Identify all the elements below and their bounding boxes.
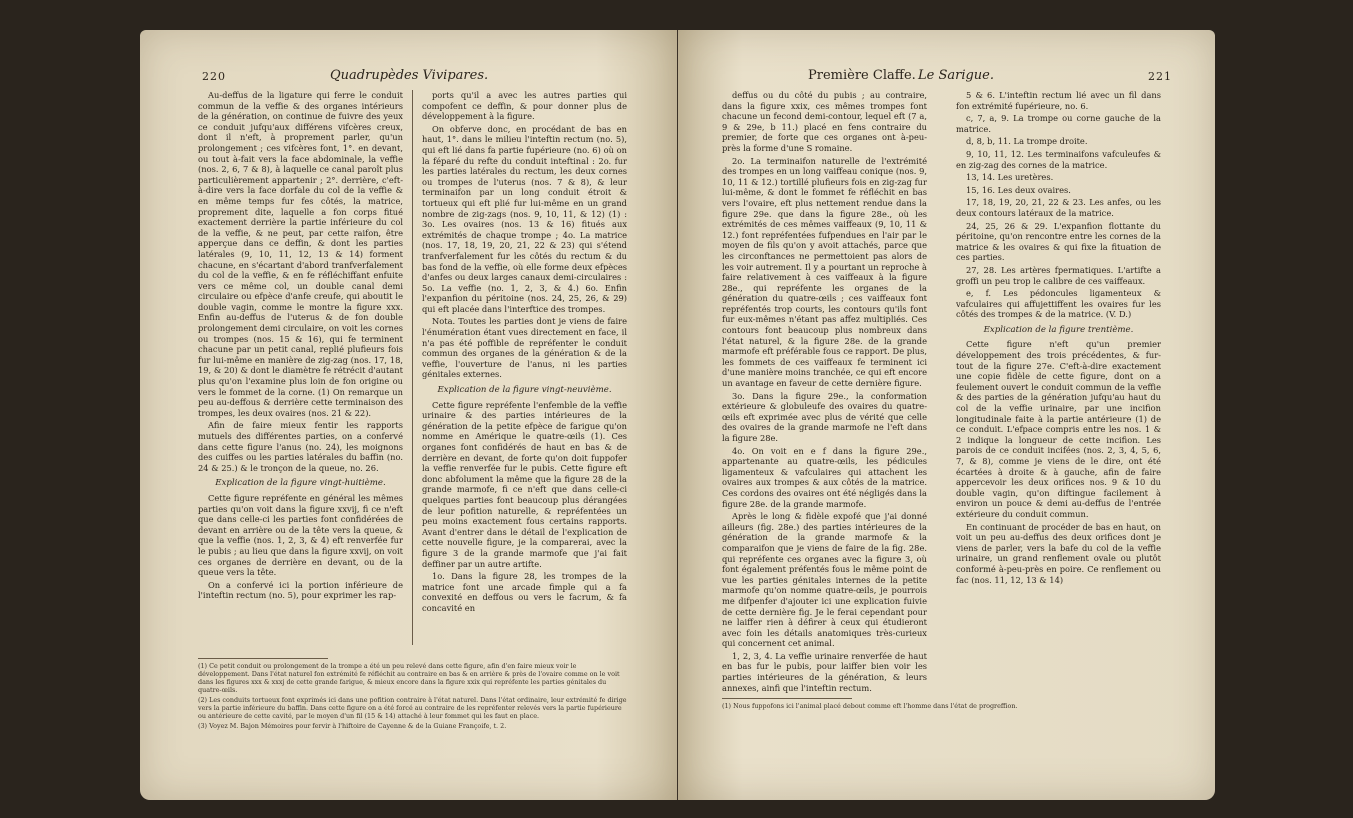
paragraph: 24, 25, 26 & 29. L'expanfion flottante du péritoine, qu'on rencontre entre les cornes de la matrice & les ovaires & qui fixe la fituation de ces parties. (956, 220, 1161, 263)
left-page (140, 30, 677, 800)
paragraph: Cette figure n'eft qu'un premier développement des trois précédentes, & fur-tout de la figure 27e. C'eft-à-dire exactement une copie fidèle de cette figure, dont on a feulement ouvert le conduit commun de la veffie & des parties de la génération jufqu'au haut du col de la veffie urinaire, par une incifion longitudinale faite à la partie antérieure (1) de ce conduit. L'efpace compris entre les nos. 1 & 2 indique la longueur de cette incifion. Les parois de ce conduit incifées (nos. 2, 3, 4, 5, 6, 7, & 8), comme je viens de le dire, ont été écartées à droite & à gauche, afin de faire appercevoir les deux orifices nos. 9 & 10 du double vagin, qu'on diftingue facilement à environ un pouce & demi au-deffus de l'entrée extérieure du conduit commun. (956, 339, 1161, 519)
paragraph: 5 & 6. L'inteftin rectum lié avec un fil dans fon extrémité fupérieure, no. 6. (956, 90, 1161, 111)
paragraph: 27, 28. Les artères fpermatiques. L'artifte a groffi un peu trop le calibre de ces vaiffeaux. (956, 264, 1161, 286)
paragraph: e, f. Les pédoncules ligamenteux & vafculaires qui affujettiffent les ovaires fur les côtés des trompes & de la matrice. (V. D.) (956, 288, 1161, 320)
page-number: 221 (1148, 70, 1172, 83)
paragraph: ports qu'il a avec les autres parties qui compofent ce deffin, & pour donner plus de développement à la figure. (422, 90, 627, 122)
paragraph: On a confervé ici la portion inférieure de l'inteftin rectum (no. 5), pour exprimer les rap- (198, 579, 403, 601)
paragraph: Afin de faire mieux fentir les rapports mutuels des différentes parties, on a confervé dans cette figure l'anus (no. 24), les moignons des cuiffes ou les parties latérales du baffin (no. 24 & 25.) & le tronçon de la queue, no. 26. (198, 420, 403, 473)
footnotes (198, 662, 628, 742)
paragraph: 3o. Dans la figure 29e., la conformation extérieure & globuleufe des ovaires du quatre-œils eft exprimée avec plus de vérité que celle des ovaires de la grande marmofe ne l'eft dans la figure 28e. (722, 390, 927, 443)
footnote-rule (722, 698, 852, 699)
paragraph: deffus ou du côté du pubis ; au contraire, dans la figure xxix, ces mêmes trompes font chacune un fecond demi-contour, lequel eft (7 a, 9 & 29e, b 11.) placé en fens contraire du premier, de forte que ces organes ont à-peu-près la forme d'une S romaine. (722, 90, 927, 153)
page-number: 220 (202, 70, 226, 83)
paragraph: 2o. La terminaifon naturelle de l'extrémité des trompes en un long vaiffeau conique (nos. 9, 10, 11 & 12.) tortillé plufieurs fois en zig-zag fur lui-même, & dont le fommet fe réfléchit en bas vers l'ovaire, eft plus nettement rendue dans la figure 29e. que dans la figure 28e., où les extrémités de ces mêmes vaiffeaux (9, 10, 11 & 12.) font repréfentées fufpendues en l'air par le moyen de fils qu'on y avoit attachés, parce que les circonftances ne permettoient pas alors de les voir autrement. Il y a pourtant un reproche à faire relativement à ces vaiffeaux à la figure 28e., qui repréfente les organes de la génération du quatre-œils ; ces vaiffeaux font repréfentés trop courts, les contours qu'ils font fur eux-mêmes n'étant pas affez multipliés. Ces contours font beaucoup plus nombreux dans l'état naturel, & la figure 28e. de la grande marmofe eft préférable fous ce rapport. De plus, les fommets de ces vaiffeaux fe terminent ici d'une manière moins tranchée, ce qui eft encore un avantage en faveur de cette dernière figure. (722, 155, 927, 389)
paragraph: Au-deffus de la ligature qui ferre le conduit commun de la veffie & des organes intérieurs de la génération, on continue de fuivre des yeux ce conduit jufqu'aux différens vifcères creux, dont il n'eft, à proprement parler, qu'un prolongement ; ces vifcères font, 1°. en devant, ou tout à-fait vers la face abdominale, la veffie (nos. 2, 6, 7 & 8), à laquelle ce canal paroît plus particulièrement appartenir ; 2°. derrière, c'eft-à-dire vers la face dorfale du col de la veffie & en même temps fur fes côtés, la matrice, proprement dite, laquelle a fon corps fitué exactement derrière la partie inférieure du col de la veffie, & ne peut, par cette raifon, être apperçue dans ce deffin, & dont les parties latérales (9, 10, 11, 12, 13 & 14) forment chacune, en s'écartant d'abord tranfverfalement du col de la veffie, & en fe réfléchiffant enfuite vers ce même col, un double canal demi circulaire ou efpèce d'anfe creufe, qui aboutit le double vagin, comme le montre la figure xxx. Enfin au-deffus de l'uterus & de fon double prolongement demi circulaire, on voit les cornes ou trompes (nos. 15 & 16), qui fe terminent chacune par un petit canal, replié plufieurs fois fur lui-même en manière de zig-zag (nos. 17, 18, 19, & 20) & dont le diamètre fe rétrécit d'autant plus qu'on l'examine plus loin de fon origine ou vers le fommet de la corne. (1) On remarque un peu au-deffous & derrière cette terminaison des trompes, les deux ovaires (nos. 21 & 22). (198, 90, 403, 418)
paragraph: En continuant de procéder de bas en haut, on voit un peu au-deffus des deux orifices dont je viens de parler, vers la bafe du col de la veffie urinaire, un grand renflement ovale ou plutôt conformé à-peu-près en poire. Ce renflement ou fac (nos. 11, 12, 13 & 14) (956, 521, 1161, 585)
right-page (678, 30, 1215, 800)
footnote: (2) Les conduits tortueux font exprimés ici dans une pofition contraire à l'état naturel. Dans l'état ordinaire, leur extrémité fe dirige vers la partie inférieure du baffin. Dans cette figure on a été forcé au contraire de les repréfenter relevés vers la partie fupérieure ou antérieure de cette cavité, par le moyen d'un fil (15 & 14) attaché à leur fommet qui les faut en place. (198, 696, 627, 720)
paragraph: c, 7, a, 9. La trompe ou corne gauche de la matrice. (956, 113, 1161, 134)
paragraph: 1, 2, 3, 4. La veffie urinaire renverfée de haut en bas fur le pubis, pour laiffer bien voir les parties intérieures de la génération, & leurs annexes, ainfi que l'inteftin rectum. (722, 650, 927, 693)
footnotes (722, 702, 1162, 732)
book-spread (140, 30, 1215, 800)
running-header: Quadrupèdes Vivipares. (330, 68, 489, 83)
text-column-right (422, 90, 627, 650)
paragraph: 13, 14. Les uretères. (966, 172, 1054, 183)
footnote: (1) Nous fuppofons ici l'animal placé debout comme eft l'homme dans l'état de progreffion. (722, 702, 1018, 710)
section-title: Explication de la figure trentième. (983, 324, 1134, 335)
text-column-left (722, 90, 927, 693)
paragraph: 9, 10, 11, 12. Les terminaifons vafculeufes & en zig-zag des cornes de la matrice. (956, 148, 1161, 170)
text-column-right (956, 90, 1161, 650)
column-divider (412, 90, 413, 645)
paragraph: 1o. Dans la figure 28, les trompes de la matrice font une arcade fimple qui a fa convexité en deffous ou vers le facrum, & fa concavité en (422, 571, 627, 613)
paragraph: d, 8, b, 11. La trompe droite. (966, 136, 1088, 147)
footnote-rule (198, 658, 328, 659)
section-title: Explication de la figure vingt-huitième. (215, 478, 386, 489)
paragraph: 4o. On voit en e f dans la figure 29e., appartenante au quatre-œils, les pédicules ligamenteux & vafculaires qui attachent les ovaires aux trompes & aux côtés de la matrice. Ces cordons des ovaires ont été négligés dans la figure 28e. de la grande marmofe. (722, 445, 927, 509)
section-title: Explication de la figure vingt-neuvième. (437, 385, 612, 396)
paragraph: Après le long & fidèle expofé que j'ai donné ailleurs (fig. 28e.) des parties intérieures de la génération de la grande marmofe & la comparaifon que je viens de faire de la fig. 28e. qui repréfente ces organes avec la figure 3, où font également préfentés fous le même point de vue les parties génitales internes de la petite marmofe qu'on nomme quatre-œils, je pourrois me difpenfer d'ajouter ici une explication fuivie de cette dernière fig. Je le ferai cependant pour ne laiffer rien à défirer à ceux qui étudieront avec foin les détails anatomiques très-curieux qui concernent cet animal. (722, 511, 927, 649)
running-header-left: Première Claffe. (808, 68, 916, 83)
paragraph: On obferve donc, en procédant de bas en haut, 1°. dans le milieu l'inteftin rectum (no. 5), qui eft lié dans fa partie fupérieure (no. 6) où on la féparé du refte du conduit inteftinal : 2o. fur les parties latérales du rectum, les deux cornes ou trompes de l'uterus (nos. 7 & 8), & leur terminaifon par un long conduit étroit & tortueux qui eft plié fur lui-même en un grand nombre de zig-zags (nos. 9, 10, 11, & 12) (1) : 3o. Les ovaires (nos. 13 & 16) fitués aux extrémités de chaque trompe ; 4o. La matrice (nos. 17, 18, 19, 20, 21, 22 & 23) qui s'étend tranfverfalement fur les côtés du rectum & du bas fond de la veffie, où elle forme deux efpèces d'anfes ou deux larges canaux demi-circulaires : 5o. La veffie (no. 1, 2, 3, & 4.) 6o. Enfin l'expanfion du péritoine (nos. 24, 25, 26, & 29) qui eft placée dans l'interftice des trompes. (422, 123, 627, 314)
paragraph: 15, 16. Les deux ovaires. (966, 184, 1071, 195)
paragraph: Cette figure repréfente en général les mêmes parties qu'on voit dans la figure xxvij, fi ce n'eft que dans celle-ci les parties font confidérées de devant en arrière ou de la tête vers la queue, & que la veffie (nos. 1, 2, 3, & 4) eft renverfée fur le pubis ; au lieu que dans la figure xxvij, on voit ces organes de derrière en devant, ou de la queue vers la tête. (198, 492, 403, 578)
text-column-left (198, 90, 403, 650)
paragraph: 17, 18, 19, 20, 21, 22 & 23. Les anfes, ou les deux contours latéraux de la matrice. (956, 197, 1161, 218)
running-header-right: Le Sarigue. (918, 68, 995, 83)
paragraph: Nota. Toutes les parties dont je viens de faire l'énumération étant vues directement en face, il n'a pas été poffible de repréfenter le conduit commun des organes de la génération & de la veffie, l'ouverture de l'anus, ni les parties génitales externes. (422, 316, 627, 380)
footnote: (3) Voyez M. Bajon Mémoires pour fervir à l'hiftoire de Cayenne & de la Guiane Françoife, t. 2. (198, 722, 507, 730)
footnote: (1) Ce petit conduit ou prolongement de la trompe a été un peu relevé dans cette figure, afin d'en faire mieux voir le développement. Dans l'état naturel fon extrémité fe réfléchit au contraire en bas & en arrière & près de l'ovaire comme on le voit dans les figures xxx & xxxj de cette grande farigue, & mieux encore dans la figure xxix qui repréfente les parties génitales du quatre-œils. (198, 662, 620, 694)
paragraph: Cette figure repréfente l'enfemble de la veffie urinaire & des parties intérieures de la génération de la petite efpèce de farigue qu'on nomme en Amérique le quatre-œils (1). Ces organes font confidérés de haut en bas & de derrière en devant, de forte qu'on doit fuppofer la veffie renverfée fur le pubis. Cette figure eft donc abfolument la même que la figure 28 de la grande marmofe, fi ce n'eft que dans celle-ci quelques parties font beaucoup plus dérangées de leur pofition naturelle, & repréfentées un peu moins exactement fous certains rapports. Avant d'entrer dans le détail de l'explication de cette nouvelle figure, je la comparerai, avec la figure 3 de la grande marmofe que j'ai fait deffiner par un autre artifte. (422, 399, 627, 569)
